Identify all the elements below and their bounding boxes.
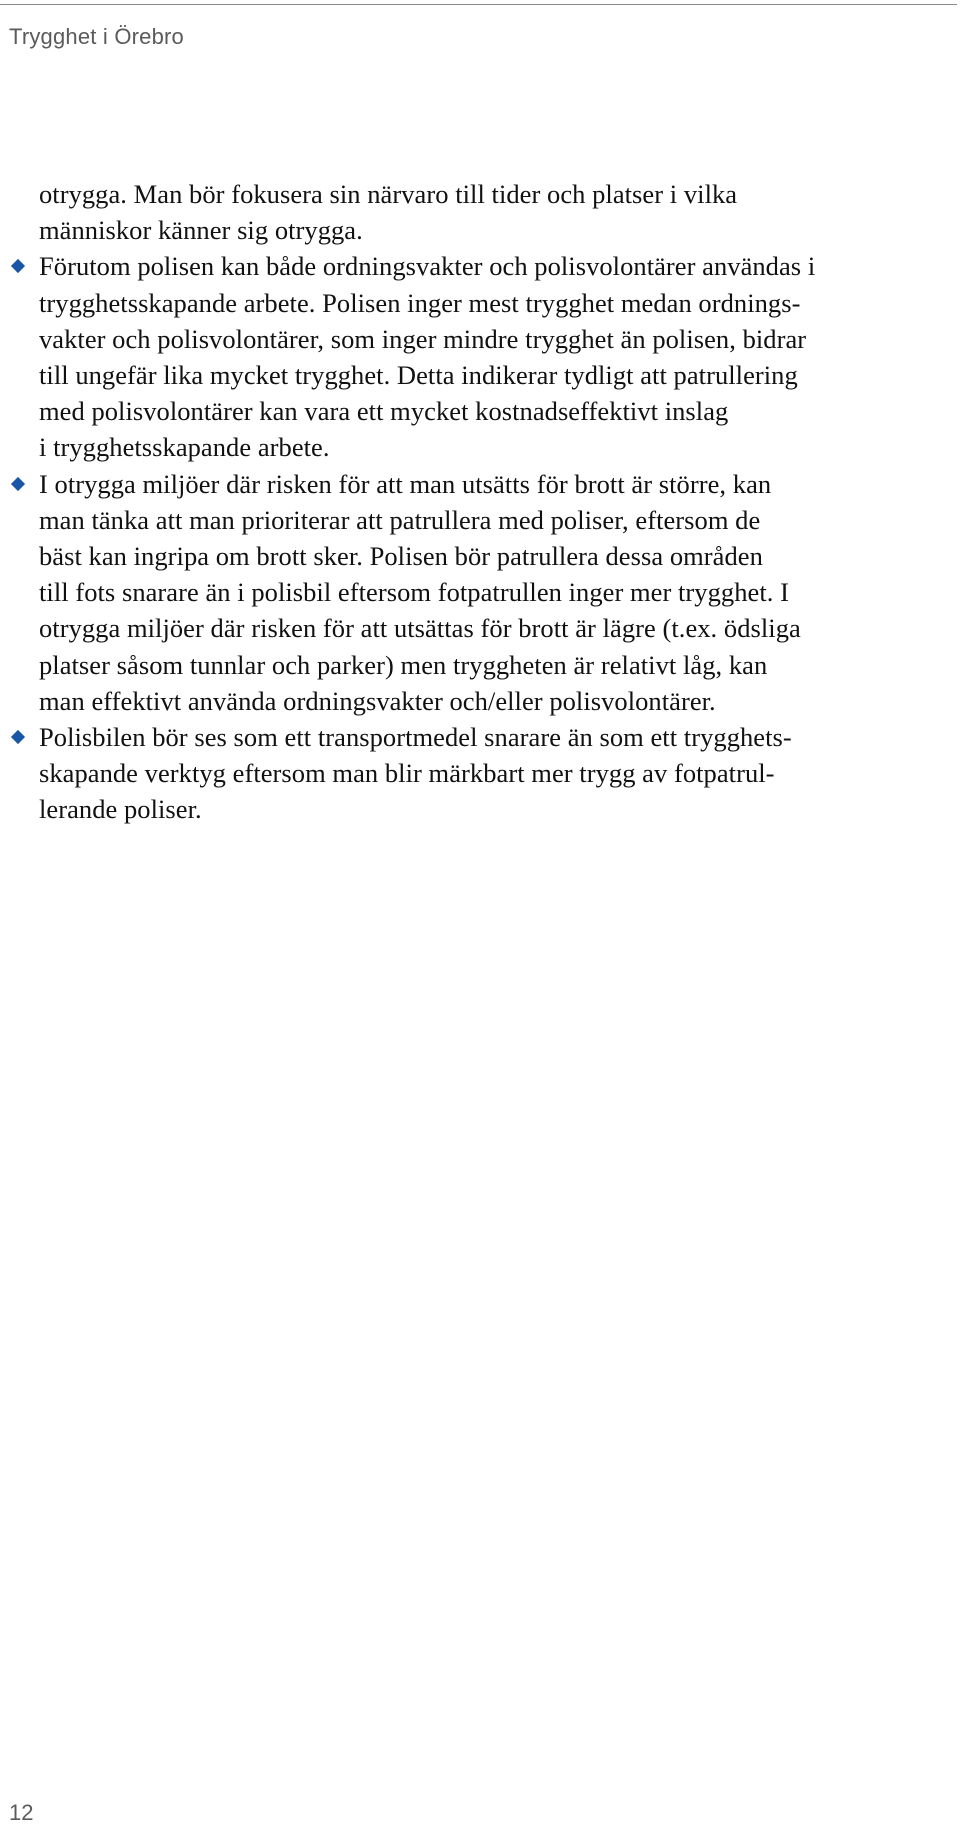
bullet-item — [39, 466, 959, 719]
text-line: trygghetsskapande arbete. Polisen inger mest trygghet medan ordnings- — [39, 287, 801, 318]
running-header: Trygghet i Örebro — [9, 24, 184, 49]
bullet-text: Polisbilen bör ses som ett transportmedel snarare än som ett trygghets- — [39, 722, 792, 753]
text-line: lerande poliser. — [39, 794, 202, 825]
text-line: man tänka att man prioriterar att patrullera med poliser, eftersom de — [39, 504, 761, 535]
text-line: till fots snarare än i polisbil eftersom fotpatrullen inger mer trygghet. I — [39, 577, 789, 608]
text-line: skapande verktyg eftersom man blir märkbart mer trygg av fotpatrul- — [39, 758, 775, 789]
text-line: i trygghetsskapande arbete. — [39, 432, 330, 463]
text-line: människor känner sig otrygga. — [39, 215, 363, 246]
text-line — [39, 719, 959, 755]
diamond-bullet-icon — [11, 730, 25, 744]
text-line: otrygga. Man bör fokusera sin närvaro till tider och platser i vilka — [39, 179, 738, 209]
bullet-item — [39, 719, 959, 828]
text-line: otrygga miljöer där risken för att utsättas för brott är lägre (t.ex. ödsliga — [39, 613, 801, 644]
diamond-bullet-icon — [11, 477, 25, 491]
bullet-text: Förutom polisen kan både ordningsvakter och polisvolontärer användas i — [39, 251, 816, 282]
top-rule — [0, 4, 957, 5]
page-number: 12 — [9, 1800, 34, 1825]
text-line: platser såsom tunnlar och parker) men tryggheten är relativt låg, kan — [39, 649, 768, 680]
body-text — [39, 176, 959, 828]
bullet-item — [39, 248, 959, 465]
text-line: vakter och polisvolontärer, som inger mindre trygghet än polisen, bidrar — [39, 323, 807, 354]
text-line — [39, 466, 959, 502]
text-line — [39, 248, 959, 284]
text-line: till ungefär lika mycket trygghet. Detta indikerar tydligt att patrullering — [39, 360, 798, 391]
diamond-bullet-icon — [11, 259, 25, 273]
text-line: man effektivt använda ordningsvakter och/eller polisvolontärer. — [39, 685, 716, 716]
text-line: med polisvolontärer kan vara ett mycket kostnadseffektivt inslag — [39, 396, 729, 427]
text-line: bäst kan ingripa om brott sker. Polisen bör patrullera dessa områden — [39, 541, 763, 572]
bullet-text: I otrygga miljöer där risken för att man utsätts för brott är större, kan — [39, 468, 772, 499]
